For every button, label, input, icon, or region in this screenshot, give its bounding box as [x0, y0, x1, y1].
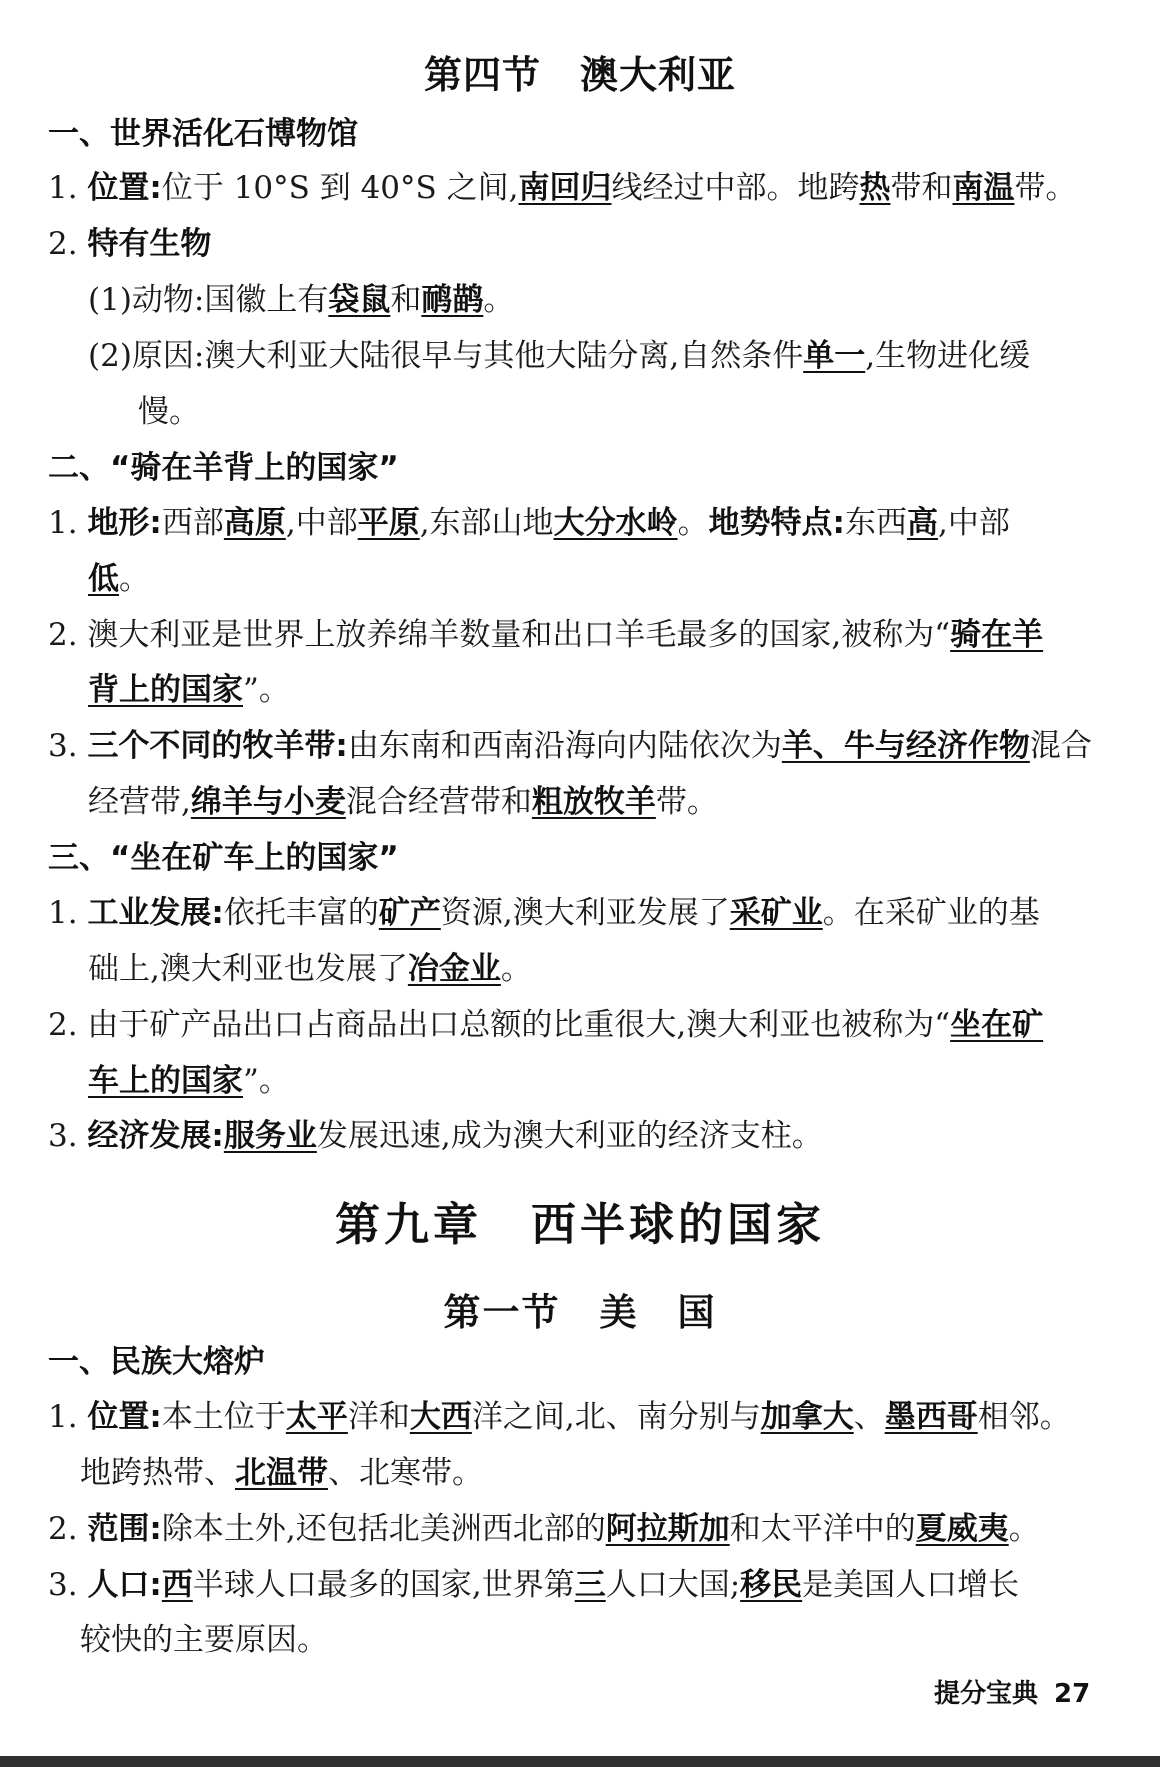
- text-run: 2. 由于矿产品出口占商品出口总额的比重很大,澳大利亚也被称为“: [48, 1007, 951, 1043]
- answer-underlined: 鸸鹋: [421, 282, 484, 318]
- answer-underlined: 大分水岭: [553, 505, 678, 541]
- answer-underlined: 采矿业: [729, 895, 823, 931]
- page-number: 27: [1054, 1679, 1091, 1709]
- text-line: [48, 1509, 1040, 1549]
- text-run: 地跨热带、: [80, 1455, 235, 1491]
- text-line: [48, 1005, 1043, 1045]
- text-run: 、北寒带。: [328, 1455, 483, 1491]
- text-line: [88, 782, 718, 822]
- text-run: 。: [483, 282, 515, 318]
- text-run: 2.: [48, 226, 88, 262]
- text-run: 经营带,: [88, 784, 191, 820]
- text-line: [88, 280, 514, 320]
- answer-underlined: 矿产: [378, 895, 441, 931]
- text-run: 。: [677, 505, 709, 541]
- page-footer: [934, 1673, 1090, 1710]
- text-run: 除本土外,还包括北美洲西北部的: [161, 1511, 606, 1547]
- bold-term: 位置:: [87, 170, 162, 206]
- answer-underlined: 阿拉斯加: [605, 1511, 730, 1547]
- text-run: 西部: [161, 505, 224, 541]
- bold-term: 经济发展:: [87, 1118, 224, 1154]
- text-run: ”。: [243, 1063, 290, 1099]
- text-run: 人口大国;: [605, 1567, 741, 1603]
- text-run: 。在采矿业的基: [822, 895, 1040, 931]
- text-line: [88, 670, 290, 710]
- text-line: [48, 168, 1076, 208]
- text-run: 和太平洋中的: [729, 1511, 916, 1547]
- text-run: ,中部: [285, 505, 358, 541]
- text-line: [48, 726, 1092, 766]
- text-run: (2)原因:澳大利亚大陆很早与其他大陆分离,自然条件: [88, 338, 804, 374]
- bold-term: 特有生物: [87, 226, 212, 262]
- answer-underlined: 车上的国家: [88, 1063, 243, 1099]
- text-line: [138, 392, 200, 432]
- text-run: 带。: [655, 784, 718, 820]
- text-run: 慢。: [138, 394, 200, 430]
- text-line: [88, 336, 1030, 376]
- text-run: 2.: [48, 1511, 88, 1547]
- outline-heading: [48, 114, 358, 154]
- text-run: 3.: [48, 728, 88, 764]
- text-line: [48, 224, 211, 264]
- answer-underlined: 坐在矿: [950, 1007, 1044, 1043]
- text-run: 半球人口最多的国家,世界第: [192, 1567, 575, 1603]
- text-run: 带和: [890, 170, 953, 206]
- text-run: 3.: [48, 1118, 88, 1154]
- text-line: [48, 503, 1010, 543]
- answer-underlined: 粗放牧羊: [531, 784, 656, 820]
- answer-underlined: 热: [859, 170, 891, 206]
- bold-term: 地势特点:: [708, 505, 845, 541]
- text-line: [88, 1061, 290, 1101]
- text-run: 一、世界活化石博物馆: [48, 116, 358, 152]
- text-run: 东西: [844, 505, 907, 541]
- answer-underlined: 南回归: [518, 170, 612, 206]
- bold-term: 位置:: [87, 1399, 162, 1435]
- text-run: 1.: [48, 1399, 88, 1435]
- answer-underlined: 背上的国家: [88, 672, 243, 708]
- text-run: 洋之间,北、南分别与: [471, 1399, 761, 1435]
- answer-underlined: 平原: [357, 505, 420, 541]
- text-run: 发展迅速,成为澳大利亚的经济支柱。: [316, 1118, 823, 1154]
- answer-underlined: 太平: [285, 1399, 348, 1435]
- answer-underlined: 夏威夷: [915, 1511, 1009, 1547]
- text-run: 。: [119, 561, 150, 597]
- text-run: 2. 澳大利亚是世界上放养绵羊数量和出口羊毛最多的国家,被称为“: [48, 617, 951, 653]
- text-run: 1.: [48, 895, 88, 931]
- text-run: ”。: [243, 672, 290, 708]
- text-line: [80, 1453, 483, 1493]
- outline-heading: [48, 838, 399, 878]
- bottom-edge-bar: [0, 1756, 1160, 1767]
- bold-term: 工业发展:: [87, 895, 224, 931]
- answer-underlined: 低: [88, 561, 119, 597]
- text-run: 线经过中部。地跨: [611, 170, 860, 206]
- text-run: 相邻。: [977, 1399, 1071, 1435]
- subsection-title: 第一节 美 国: [443, 1291, 717, 1334]
- text-run: 混合经营带和: [345, 784, 532, 820]
- answer-underlined: 骑在羊: [950, 617, 1044, 653]
- text-run: 3.: [48, 1567, 88, 1603]
- answer-underlined: 加拿大: [760, 1399, 854, 1435]
- text-run: 三、“坐在矿车上的国家”: [48, 840, 399, 876]
- answer-underlined: 羊、牛与经济作物: [781, 728, 1030, 764]
- text-run: 、: [853, 1399, 885, 1435]
- answer-underlined: 单一: [803, 338, 866, 374]
- text-line: [80, 1620, 328, 1660]
- text-run: 1.: [48, 505, 88, 541]
- answer-underlined: 三: [574, 1567, 606, 1603]
- text-line: [48, 1397, 1071, 1437]
- book-name: 提分宝典: [934, 1679, 1039, 1709]
- bold-term: 人口:: [87, 1567, 162, 1603]
- outline-heading: [48, 448, 399, 488]
- answer-underlined: 高: [906, 505, 938, 541]
- text-run: 较快的主要原因。: [80, 1622, 328, 1658]
- text-run: 是美国人口增长: [802, 1567, 1020, 1603]
- text-run: (1)动物:国徽上有: [88, 282, 329, 318]
- answer-underlined: 西: [161, 1567, 193, 1603]
- answer-underlined: 墨西哥: [884, 1399, 978, 1435]
- answer-underlined: 北温带: [235, 1455, 328, 1491]
- bold-term: 范围:: [87, 1511, 162, 1547]
- section-title: 第四节 澳大利亚: [423, 53, 736, 97]
- text-run: 一、民族大熔炉: [48, 1344, 265, 1380]
- text-run: ,中部: [937, 505, 1010, 541]
- text-run: 和: [390, 282, 422, 318]
- answer-underlined: 大西: [409, 1399, 472, 1435]
- bold-term: 三个不同的牧羊带:: [87, 728, 348, 764]
- answer-underlined: 移民: [740, 1567, 803, 1603]
- text-run: ,生物进化缓: [865, 338, 1031, 374]
- text-run: 带。: [1014, 170, 1077, 206]
- text-line: [48, 615, 1043, 655]
- text-run: 1.: [48, 170, 88, 206]
- answer-underlined: 袋鼠: [328, 282, 391, 318]
- text-line: [88, 559, 150, 599]
- text-line: [48, 893, 1040, 933]
- answer-underlined: 南温: [952, 170, 1015, 206]
- chapter-title: 第九章 西半球的国家: [334, 1198, 825, 1251]
- text-run: 位于 10°S 到 40°S 之间,: [161, 170, 519, 206]
- text-run: 资源,澳大利亚发展了: [440, 895, 730, 931]
- bold-term: 地形:: [87, 505, 162, 541]
- text-run: 。: [500, 951, 532, 987]
- answer-underlined: 服务业: [223, 1118, 317, 1154]
- text-line: [48, 1116, 823, 1156]
- text-line: [88, 949, 532, 989]
- text-run: 混合: [1029, 728, 1092, 764]
- text-run: 。: [1008, 1511, 1040, 1547]
- text-run: 依托丰富的: [223, 895, 379, 931]
- text-line: [48, 1565, 1019, 1605]
- outline-heading: [48, 1342, 265, 1382]
- text-run: 础上,澳大利亚也发展了: [88, 951, 408, 987]
- text-run: 本土位于: [161, 1399, 286, 1435]
- answer-underlined: 冶金业: [407, 951, 501, 987]
- text-run: ,东部山地: [419, 505, 554, 541]
- text-run: 二、“骑在羊背上的国家”: [48, 450, 399, 486]
- text-run: 由东南和西南沿海向内陆依次为: [347, 728, 782, 764]
- answer-underlined: 绵羊与小麦: [190, 784, 346, 820]
- answer-underlined: 高原: [223, 505, 286, 541]
- text-run: 洋和: [347, 1399, 410, 1435]
